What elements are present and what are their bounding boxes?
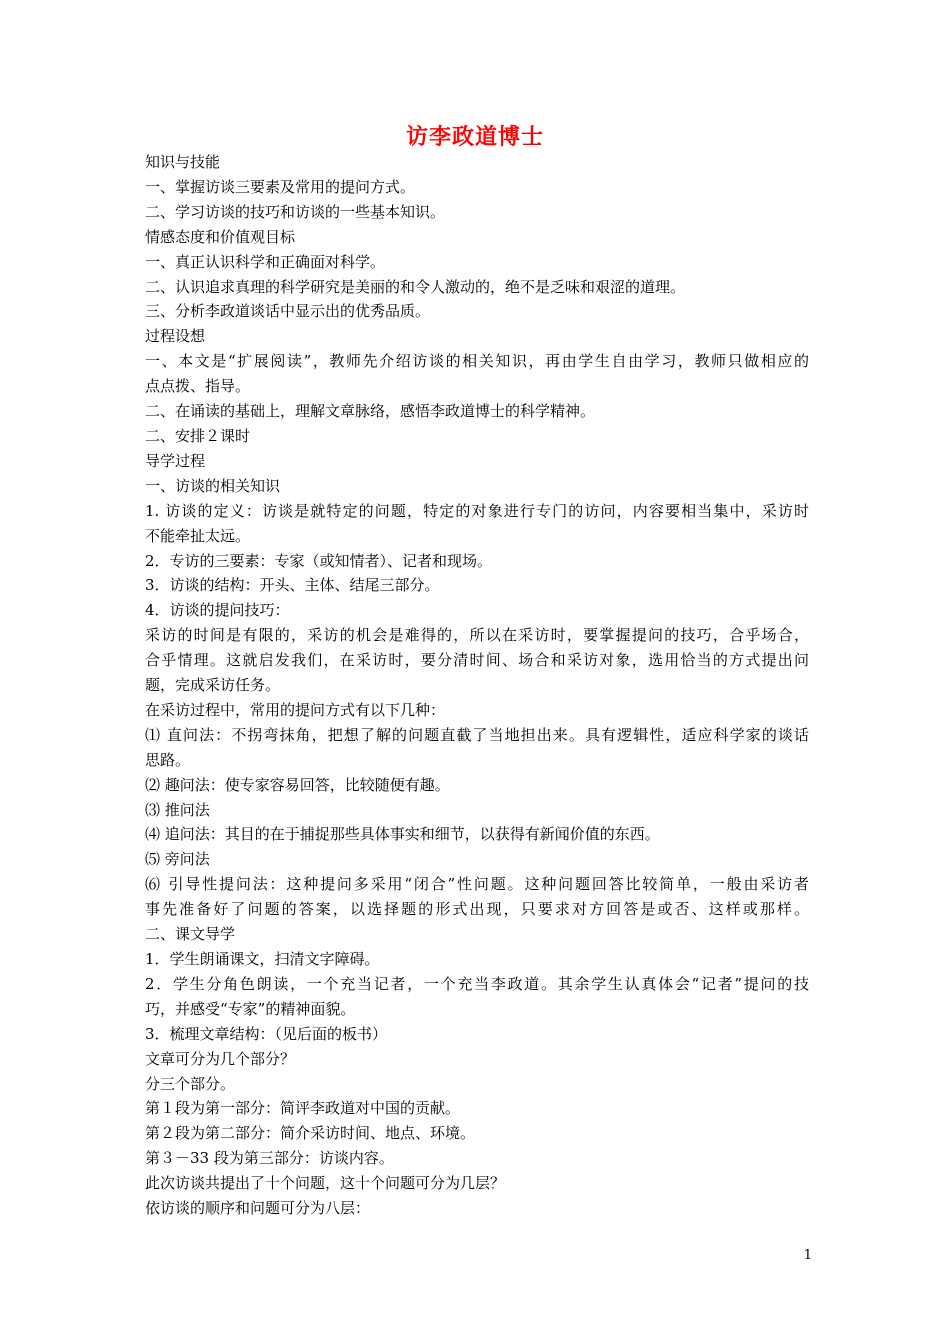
text-line: 思路。 [145, 750, 191, 769]
text-line: 此次访谈共提出了十个问题，这十个问题可分为几层？ [145, 1174, 506, 1193]
text-line: 二、学习访谈的技巧和访谈的一些基本知识。 [145, 202, 446, 221]
text-line: 二、认识追求真理的科学研究是美丽的和令人激动的，绝不是乏味和艰涩的道理。 [145, 277, 686, 296]
document-title: 访李政道博士 [405, 124, 544, 150]
text-line: ⑵ 趣问法：使专家容易回答，比较随便有趣。 [145, 775, 450, 794]
text-line: 采访的时间是有限的，采访的机会是难得的，所以在采访时，要掌握提问的技巧，合乎场合， [145, 626, 809, 645]
text-line: ⑷ 追问法：其目的在于捕捉那些具体事实和细节，以获得有新闻价值的东西。 [145, 825, 660, 844]
text-line: 巧，并感受“专家”的精神面貌。 [145, 999, 356, 1018]
text-line: 3．访谈的结构：开头、主体、结尾三部分。 [145, 576, 440, 595]
text-line: 一、访谈的相关知识 [145, 476, 281, 495]
text-line: 在采访过程中，常用的提问方式有以下几种： [145, 700, 446, 719]
text-line: 事先准备好了问题的答案，以选择题的形式出现，只要求对方回答是或否、这样或那样。 [145, 900, 809, 919]
text-line: 分三个部分。 [145, 1074, 236, 1093]
text-line: 点点拨、指导。 [145, 377, 251, 396]
text-line: 一、本文是“扩展阅读”，教师先介绍访谈的相关知识，再由学生自由学习，教师只做相应的 [145, 352, 809, 371]
text-line: 2．专访的三要素：专家（或知情者）、记者和现场。 [145, 551, 493, 570]
text-line: 1. 访谈的定义：访谈是就特定的问题，特定的对象进行专门的访问，内容要相当集中，采访时 [145, 501, 809, 520]
text-line: 第３－33 段为第三部分：访谈内容。 [145, 1149, 394, 1168]
text-line: ⑹ 引导性提问法：这种提问多采用“闭合”性问题。这种问题回答比较简单，一般由采访者 [145, 875, 809, 894]
text-line: 二、安排２课时 [145, 426, 251, 445]
text-line: 二、在诵读的基础上，理解文章脉络，感悟李政道博士的科学精神。 [145, 402, 596, 421]
text-line: 4．访谈的提问技巧： [145, 601, 290, 620]
section-heading: 过程设想 [145, 327, 206, 346]
section-heading: 情感态度和价值观目标 [145, 227, 296, 246]
section-heading: 导学过程 [145, 451, 206, 470]
text-line: 不能牵扯太远。 [145, 526, 251, 545]
text-line: 2．学生分角色朗读，一个充当记者，一个充当李政道。其余学生认真体会“记者”提问的技 [145, 974, 809, 993]
section-heading: 知识与技能 [145, 153, 221, 171]
text-line: ⑶ 推问法 [145, 800, 210, 819]
text-line: ⑸ 旁问法 [145, 850, 210, 869]
text-line: 3．梳理文章结构：（见后面的板书） [145, 1024, 388, 1043]
text-line: 依访谈的顺序和问题可分为八层： [145, 1199, 371, 1218]
text-line: 1．学生朗诵课文，扫清文字障碍。 [145, 950, 380, 968]
section-heading: 二、课文导学 [145, 925, 236, 944]
page-number: 1 [803, 1248, 812, 1263]
text-line: 第１段为第一部分：简评李政道对中国的贡献。 [145, 1099, 461, 1118]
text-line: ⑴ 直问法：不拐弯抹角，把想了解的问题直截了当地担出来。具有逻辑性，适应科学家的谈话 [145, 725, 809, 744]
text-line: 题，完成采访任务。 [145, 676, 281, 695]
text-line: 一、真正认识科学和正确面对科学。 [145, 252, 386, 271]
text-line: 三、分析李政道谈话中显示出的优秀品质。 [145, 302, 431, 321]
text-line: 合乎情理。这就启发我们，在采访时，要分清时间、场合和采访对象，选用恰当的方式提出问 [145, 651, 809, 670]
text-line: 第２段为第二部分：简介采访时间、地点、环境。 [145, 1124, 476, 1143]
document-body [145, 150, 809, 1221]
text-line: 文章可分为几个部分？ [145, 1049, 296, 1068]
text-line: 一、掌握访谈三要素及常用的提问方式。 [145, 177, 416, 196]
